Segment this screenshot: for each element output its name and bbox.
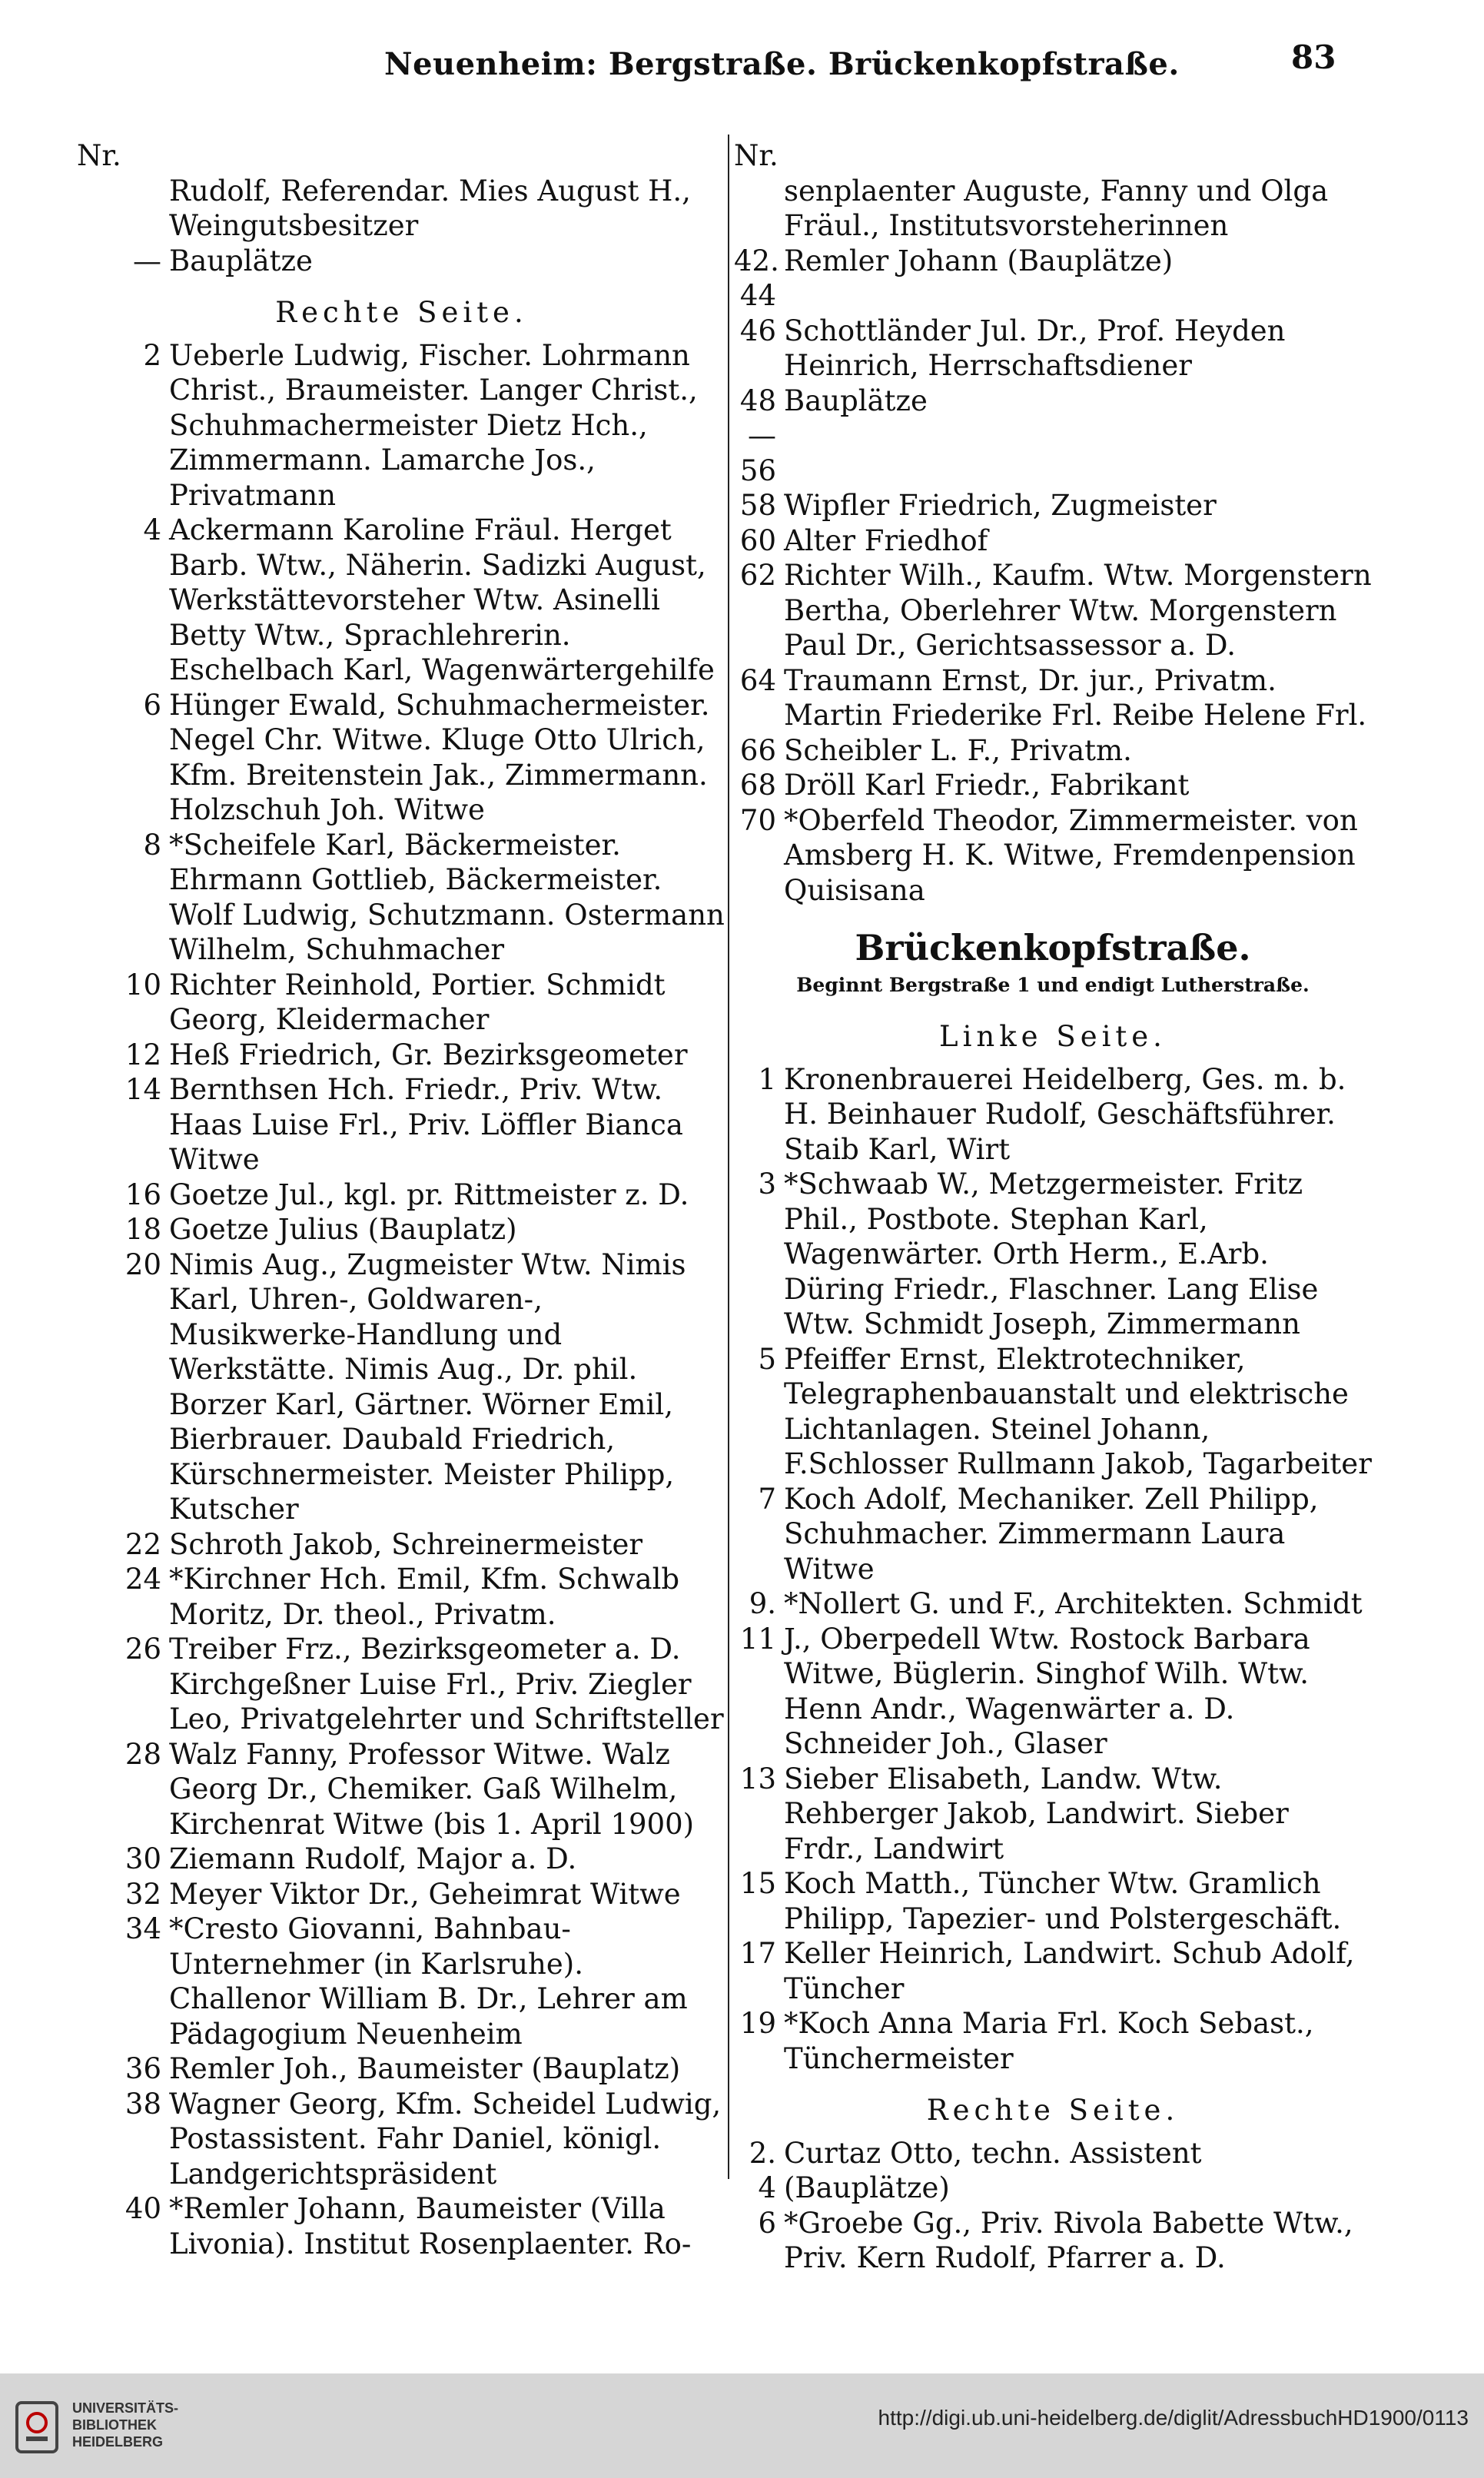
library-seal-icon (14, 2400, 60, 2455)
house-number: 15 (739, 1867, 776, 1900)
house-number: 22 (124, 1527, 161, 1561)
house-number: 10 (124, 968, 161, 1001)
house-number: — (133, 244, 161, 277)
address-entry (734, 488, 1372, 523)
residents-text: Sieber Elisabeth, Landw. Wtw. Rehberger Jakob, Landwirt. Sieber Frdr., Landwirt (784, 1762, 1289, 1865)
house-number: 19 (739, 2007, 776, 2040)
residents-text: Richter Reinhold, Portier. Schmidt Georg, Kleidermacher (169, 968, 666, 1036)
residents-text: Pfeiffer Ernst, Elektrotechniker, Telegraphenbauanstalt und elektrische Lichtanlagen. Steinel Johann, F.Schlosser Rullmann Jakob, Tagarbeiter (784, 1342, 1372, 1480)
right-column (734, 138, 1372, 2276)
house-number: 70 (739, 803, 776, 837)
house-number (77, 174, 169, 244)
house-number: 12 (124, 1038, 161, 1071)
section-heading-right-side: Rechte Seite. (926, 2094, 1180, 2127)
address-entry (77, 244, 726, 279)
house-number: 26 (124, 1633, 161, 1666)
residents-text: *Cresto Giovanni, Bahnbau-Unternehmer (in Karlsruhe). Challenor William B. Dr., Lehrer am Pädagogium Neuenheim (169, 1912, 688, 2051)
address-entry (734, 1936, 1372, 2006)
residents-text: Nimis Aug., Zugmeister Wtw. Nimis Karl, Uhren-, Goldwaren-, Musikwerke-Handlung und Werkstätte. Nimis Aug., Dr. phil. Borzer Karl, Gärtner. Wörner Emil, Bierbrauer. Daubald Friedrich, Kürschnermeister. Meister Philipp, Kutscher (169, 1247, 686, 1526)
footer-bar (0, 2373, 1484, 2478)
house-number: 48—56 (739, 384, 776, 487)
address-entry (77, 1912, 726, 2051)
residents-text: senplaenter Auguste, Fanny und Olga Fräul., Institutsvorsteherinnen (784, 174, 1329, 242)
address-entry (77, 2191, 726, 2261)
house-number: 28 (124, 1737, 161, 1771)
logo-line: BIBLIOTHEK (72, 2417, 157, 2433)
house-number: 32 (124, 1877, 161, 1911)
address-entry (77, 1737, 726, 1842)
residents-text: Scheibler L. F., Privatm. (784, 733, 1132, 767)
house-number: 30 (124, 1842, 161, 1875)
residents-text: Koch Matth., Tüncher Wtw. Gramlich Philipp, Tapezier- und Polstergeschäft. (784, 1867, 1342, 1935)
house-number (734, 174, 784, 244)
house-number: 18 (124, 1213, 161, 1246)
address-entry (77, 1562, 726, 1632)
address-entry (734, 1762, 1372, 1867)
page-title: Neuenheim: Bergstraße. Brückenkopfstraße. (384, 46, 1180, 82)
house-number: 14 (124, 1073, 161, 1106)
house-number: 60 (739, 523, 776, 557)
house-number: 68 (739, 769, 776, 802)
house-number: 5 (758, 1342, 776, 1376)
house-number: 20 (124, 1247, 161, 1281)
residents-text: Curtaz Otto, techn. Assistent (Bauplätze) (784, 2136, 1202, 2204)
address-entry (77, 2087, 726, 2192)
residents-text: *Remler Johann, Baumeister (Villa Livonia). Institut Rosenplaenter. Ro- (169, 2192, 692, 2260)
residents-text: Wagner Georg, Kfm. Scheidel Ludwig, Postassistent. Fahr Daniel, königl. Landgerichtspräsident (169, 2087, 722, 2191)
address-entry (734, 174, 1372, 244)
address-entry (77, 1038, 726, 1073)
residents-text: Schroth Jakob, Schreinermeister (169, 1527, 643, 1561)
residents-text: Ueberle Ludwig, Fischer. Lohrmann Christ., Braumeister. Langer Christ., Schuhmachermeister Dietz Hch., Zimmermann. Lamarche Jos., Privatmann (169, 338, 698, 512)
address-entry (77, 1178, 726, 1213)
logo-line: UNIVERSITÄTS- (72, 2400, 179, 2416)
address-entry (734, 1586, 1372, 1762)
house-number: 58 (739, 489, 776, 522)
column-divider (728, 135, 729, 2179)
house-number: 1 (758, 1062, 776, 1096)
house-number: 40 (124, 2192, 161, 2225)
right-side-entries-list (734, 2136, 1372, 2276)
address-entry (734, 1342, 1372, 1482)
address-entry (77, 828, 726, 968)
residents-text: Richter Wilh., Kaufm. Wtw. Morgenstern Bertha, Oberlehrer Wtw. Morgenstern Paul Dr., Gerichtsassessor a. D. (784, 559, 1372, 662)
section-heading-left-side: Linke Seite. (939, 1020, 1167, 1053)
house-number: 62 (739, 559, 776, 592)
residents-text: Meyer Viktor Dr., Geheimrat Witwe (169, 1877, 681, 1911)
logo-line: HEIDELBERG (72, 2434, 164, 2450)
house-number: 13 (739, 1762, 776, 1795)
address-entry (734, 2006, 1372, 2076)
address-entry (77, 1527, 726, 1563)
address-entry (734, 803, 1372, 908)
house-number: 46 (739, 314, 776, 347)
house-number: 2. 4 (749, 2136, 776, 2204)
house-number: 34 (124, 1912, 161, 1945)
left-entries-list (77, 338, 726, 2262)
residents-text: Heß Friedrich, Gr. Bezirksgeometer (169, 1038, 688, 1071)
address-entry (734, 1482, 1372, 1587)
house-number: 9. 11 (739, 1587, 776, 1656)
residents-text: *Nollert G. und F., Architekten. Schmidt J., Oberpedell Wtw. Rostock Barbara Witwe, Büglerin. Singhof Wilh. Wtw. Henn Andr., Wagenwärter a. D. Schneider Joh., Glaser (784, 1587, 1363, 1760)
nr-label: Nr. (734, 139, 779, 172)
residents-text: Wipfler Friedrich, Zugmeister (784, 489, 1217, 522)
residents-text: Walz Fanny, Professor Witwe. Walz Georg Dr., Chemiker. Gaß Wilhelm, Kirchenrat Witwe (bis 1. April 1900) (169, 1737, 695, 1841)
address-entry (734, 733, 1372, 769)
address-entry (734, 768, 1372, 803)
house-number: 3 (758, 1168, 776, 1201)
bergstrasse-continued-list (734, 174, 1372, 908)
street-subtitle: Beginnt Bergstraße 1 und endigt Lutherstraße. (796, 973, 1310, 996)
address-entry (734, 2206, 1372, 2276)
house-number: 6 (143, 688, 161, 722)
address-entry (734, 314, 1372, 384)
page-header (0, 31, 1484, 100)
residents-text: Bernthsen Hch. Friedr., Priv. Wtw. Haas Luise Frl., Priv. Löffler Bianca Witwe (169, 1073, 683, 1176)
address-entry (734, 384, 1372, 489)
address-entry (734, 1167, 1372, 1342)
address-entry (77, 688, 726, 828)
residents-text: Goetze Julius (Bauplatz) (169, 1213, 517, 1246)
source-url-link[interactable]: http://digi.ub.uni-heidelberg.de/diglit/AdressbuchHD1900/0113 (878, 2406, 1469, 2430)
house-number: 2 (143, 338, 161, 372)
residents-text: Hünger Ewald, Schuhmachermeister. Negel Chr. Witwe. Kluge Otto Ulrich, Kfm. Breitenstein Jak., Zimmermann. Holzschuh Joh. Witwe (169, 688, 710, 826)
residents-text: Bauplätze (784, 384, 928, 417)
left-column (77, 138, 726, 2261)
address-entry (734, 1062, 1372, 1168)
address-entry (77, 513, 726, 688)
house-number: 8 (143, 828, 161, 862)
house-number: 64 (739, 663, 776, 697)
street-title: Brückenkopfstraße. (855, 927, 1251, 968)
residents-text: *Kirchner Hch. Emil, Kfm. Schwalb Moritz, Dr. theol., Privatm. (169, 1563, 680, 1631)
house-number: 6 (758, 2206, 776, 2240)
residents-text: Bauplätze (169, 244, 313, 277)
residents-text: Keller Heinrich, Landwirt. Schub Adolf, Tüncher (784, 1937, 1355, 2005)
house-number: 42. 44 (734, 244, 779, 312)
residents-text: Koch Adolf, Mechaniker. Zell Philipp, Schuhmacher. Zimmermann Laura Witwe (784, 1482, 1319, 1586)
address-entry (77, 1247, 726, 1527)
residents-text: Ackermann Karoline Fräul. Herget Barb. Wtw., Näherin. Sadizki August, Werkstättevorsteher Wtw. Asinelli Betty Wtw., Sprachlehrerin. Eschelbach Karl, Wagenwärtergehilfe (169, 513, 715, 686)
house-number: 4 (143, 513, 161, 546)
section-heading-right-side: Rechte Seite. (275, 296, 528, 329)
residents-text: Goetze Jul., kgl. pr. Rittmeister z. D. (169, 1178, 689, 1211)
residents-text: *Scheifele Karl, Bäckermeister. Ehrmann Gottlieb, Bäckermeister. Wolf Ludwig, Schutzmann. Ostermann Wilhelm, Schuhmacher (169, 828, 725, 966)
residents-text: Schottländer Jul. Dr., Prof. Heyden Heinrich, Herrschaftsdiener (784, 314, 1286, 382)
residents-text: Ziemann Rudolf, Major a. D. (169, 1842, 577, 1875)
house-number: 36 (124, 2052, 161, 2085)
house-number: 38 (124, 2087, 161, 2121)
house-number: 66 (739, 733, 776, 767)
address-entry (734, 2136, 1372, 2206)
address-entry (734, 663, 1372, 733)
residents-text: Remler Joh., Baumeister (Bauplatz) (169, 2052, 681, 2085)
residents-text: Rudolf, Referendar. Mies August H., Weingutsbesitzer (169, 174, 691, 242)
house-number: 7 (758, 1482, 776, 1516)
library-logo[interactable] (14, 2393, 183, 2463)
address-entry (77, 338, 726, 513)
address-entry (77, 2051, 726, 2087)
residents-text: Treiber Frz., Bezirksgeometer a. D. Kirchgeßner Luise Frl., Priv. Ziegler Leo, Privatgelehrter und Schriftsteller (169, 1633, 724, 1736)
residents-text: *Koch Anna Maria Frl. Koch Sebast., Tünchermeister (784, 2007, 1314, 2075)
address-entry (77, 1877, 726, 1912)
residents-text: *Schwaab W., Metzgermeister. Fritz Phil., Postbote. Stephan Karl, Wagenwärter. Orth Herm., E.Arb. Düring Friedr., Flaschner. Lang Elise Wtw. Schmidt Joseph, Zimmermann (784, 1168, 1319, 1340)
residents-text: *Oberfeld Theodor, Zimmermeister. von Amsberg H. K. Witwe, Fremdenpension Quisisana (784, 803, 1358, 907)
house-number: 17 (739, 1937, 776, 1970)
address-entry (734, 523, 1372, 559)
house-number: 24 (124, 1563, 161, 1596)
address-entry (734, 244, 1372, 314)
residents-text: Kronenbrauerei Heidelberg, Ges. m. b. H. Beinhauer Rudolf, Geschäftsführer. Staib Karl, Wirt (784, 1062, 1346, 1166)
house-number: 16 (124, 1178, 161, 1211)
address-entry (77, 1212, 726, 1247)
left-side-entries-list (734, 1062, 1372, 2077)
address-entry (77, 968, 726, 1038)
left-intro-list (77, 174, 726, 279)
address-entry (77, 174, 726, 244)
residents-text: Remler Johann (Bauplätze) (784, 244, 1174, 277)
address-entry (77, 1632, 726, 1737)
library-name (72, 2400, 178, 2450)
address-entry (77, 1072, 726, 1178)
nr-label: Nr. (77, 139, 121, 172)
residents-text: Dröll Karl Friedr., Fabrikant (784, 769, 1190, 802)
residents-text: *Groebe Gg., Priv. Rivola Babette Wtw., Priv. Kern Rudolf, Pfarrer a. D. (784, 2206, 1353, 2274)
address-entry (734, 1866, 1372, 1936)
residents-text: Traumann Ernst, Dr. jur., Privatm. Martin Friederike Frl. Reibe Helene Frl. (784, 663, 1367, 732)
page-number: 83 (1291, 38, 1336, 76)
address-entry (77, 1842, 726, 1877)
residents-text: Alter Friedhof (784, 523, 988, 557)
address-entry (734, 558, 1372, 663)
